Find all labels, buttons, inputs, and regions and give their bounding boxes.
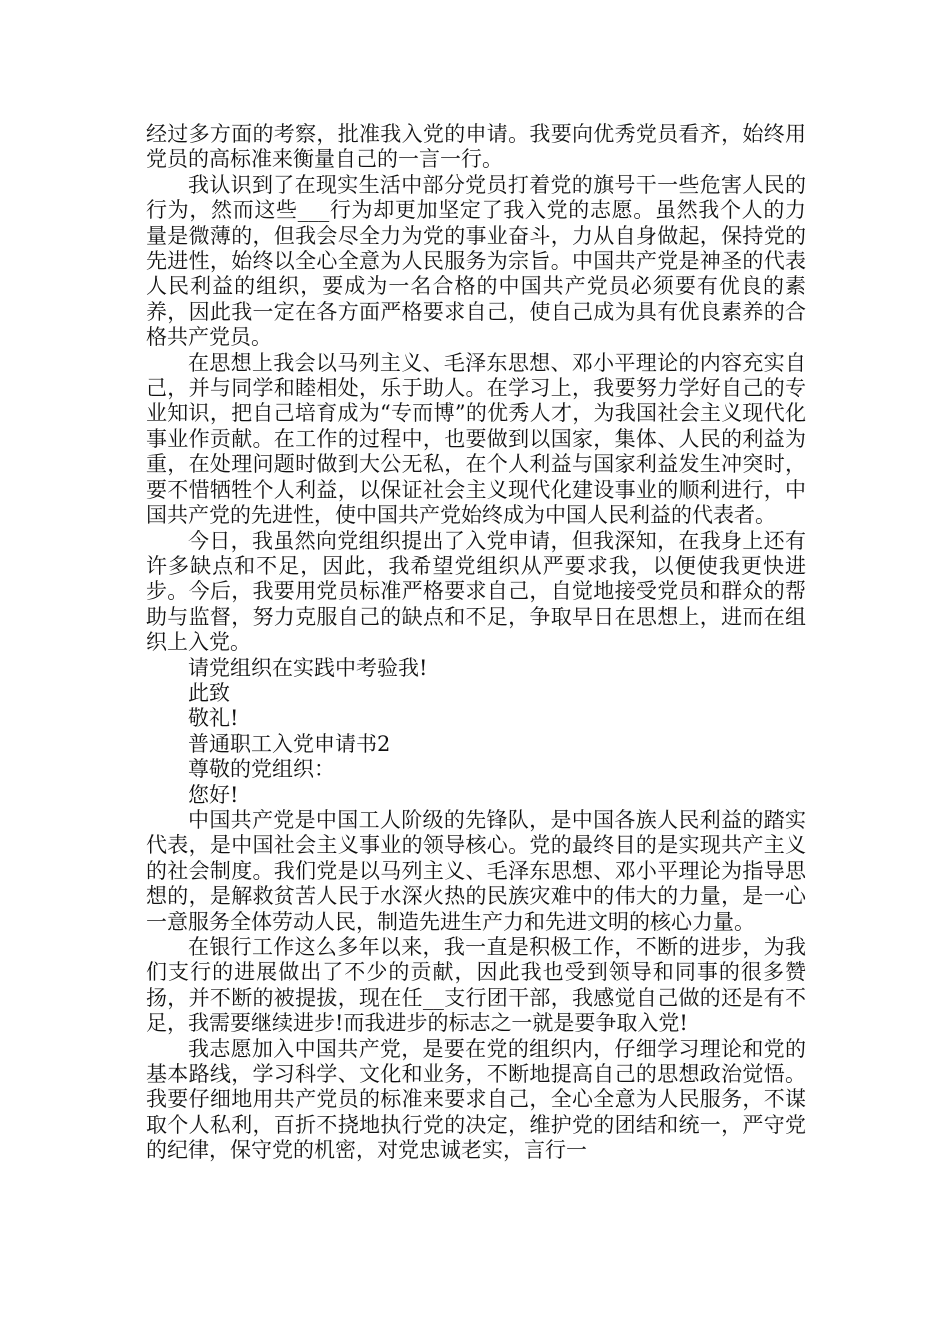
- paragraph-11: 中国共产党是中国工人阶级的先锋队，是中国各族人民利益的踏实代表，是中国社会主义事业的领导核心。党的最终目的是实现共产主义的社会制度。我们党是以马列主义、毛泽东思想、邓小平理论为指导思想的，是解救贫苦人民于水深火热的民族灾难中的伟大的力量，是一心一意服务全体劳动人民，制造先进生产力和先进文明的核心力量。: [146, 807, 806, 934]
- paragraph-5: 请党组织在实践中考验我!: [188, 655, 428, 680]
- greeting: 您好!: [188, 782, 239, 807]
- paragraph-4: 今日，我虽然向党组织提出了入党申请，但我深知，在我身上还有许多缺点和不足，因此，我希望党组织从严要求我，以便使我更快进步。今后，我要用党员标准严格要求自己，自觉地接受党员和群众的帮助与监督，努力克服自己的缺点和不足，争取早日在思想上，进而在组织上入党。: [146, 528, 806, 655]
- document-page: [146, 122, 806, 1164]
- greeting-recipient: 尊敬的党组织：: [188, 757, 335, 782]
- paragraph-1: 经过多方面的考察，批准我入党的申请。我要向优秀党员看齐，始终用党员的高标准来衡量自己的一言一行。: [146, 122, 806, 172]
- paragraph-3: 在思想上我会以马列主义、毛泽东思想、邓小平理论的内容充实自己，并与同学和睦相处，乐于助人。在学习上，我要努力学好自己的专业知识，把自己培育成为“专而博”的优秀人才，为我国社会主义现代化事业作贡献。在工作的过程中，也要做到以国家，集体、人民的利益为重，在处理问题时做到大公无私，在个人利益与国家利益发生冲突时，要不惜牺牲个人利益，以保证社会主义现代化建设事业的顺利进行，中国共产党的先进性，使中国共产党始终成为中国人民利益的代表者。: [146, 350, 806, 528]
- paragraph-13: 我志愿加入中国共产党，是要在党的组织内，仔细学习理论和党的基本路线，学习科学、文化和业务，不断地提高自己的思想政治觉悟。我要仔细地用共产党员的标准来要求自己，全心全意为人民服务，不谋取个人私利，百折不挠地执行党的决定，维护党的团结和统一，严守党的纪律，保守党的机密，对党忠诚老实，言行一: [146, 1036, 806, 1163]
- closing-regards: 敬礼!: [188, 706, 239, 731]
- paragraph-2: 我认识到了在现实生活中部分党员打着党的旗号干一些危害人民的行为，然而这些___行为却更加坚定了我入党的志愿。虽然我个人的力量是微薄的，但我会尽全力为党的事业奋斗，力从自身做起，保持党的先进性，始终以全心全意为人民服务为宗旨。中国共产党是神圣的代表人民利益的组织，要成为一名合格的中国共产党员必须要有优良的素养，因此我一定在各方面严格要求自己，使自己成为具有优良素养的合格共产党员。: [146, 172, 806, 350]
- closing-salutation: 此致: [188, 680, 230, 705]
- section-heading: 普通职工入党申请书2: [188, 731, 391, 756]
- paragraph-12: 在银行工作这么多年以来，我一直是积极工作，不断的进步，为我们支行的进展做出了不少的贡献，因此我也受到领导和同事的很多赞扬，并不断的被提拔，现在任__支行团干部，我感觉自己做的还是有不足，我需要继续进步!而我进步的标志之一就是要争取入党!: [146, 935, 806, 1036]
